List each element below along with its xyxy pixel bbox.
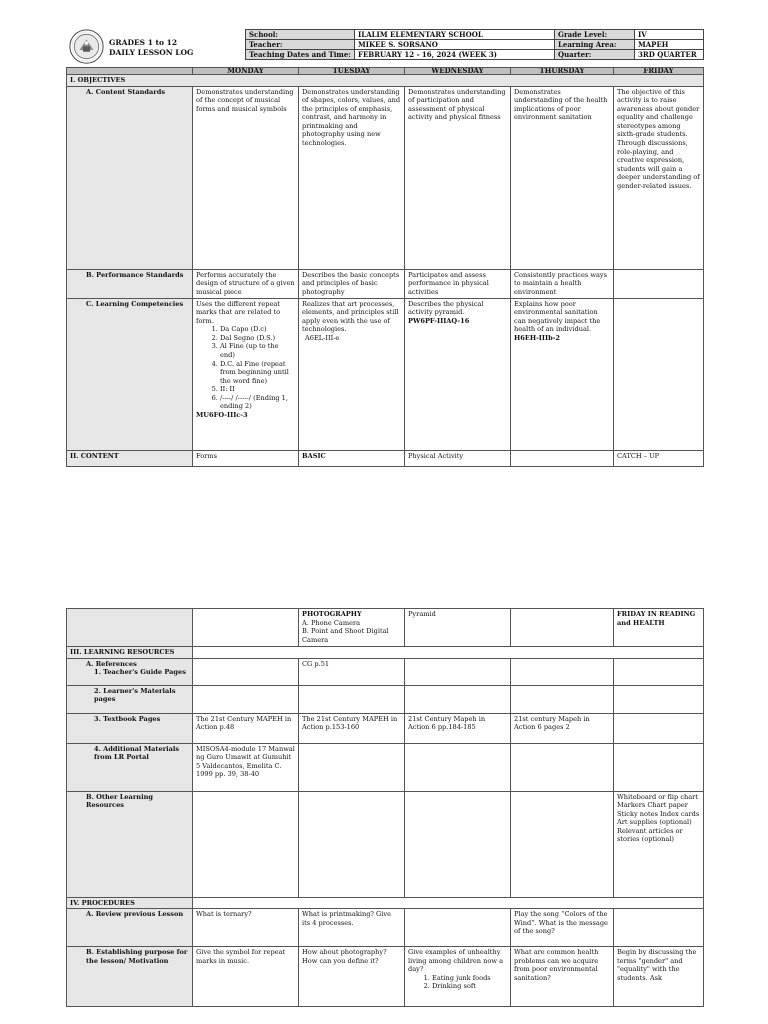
- day-thursday: THURSDAY: [511, 68, 614, 75]
- content-monday: Forms: [193, 450, 299, 466]
- textbook-pages-label: 3. Textbook Pages: [94, 714, 161, 723]
- procedures-heading: IV. PROCEDURES: [67, 897, 193, 909]
- review-thursday: Play the song “Colors of the Wind”. What is the message of the song?: [511, 909, 614, 947]
- learners-materials-label: 2. Learner's Materials pages: [94, 686, 176, 704]
- content-thursday: [511, 450, 614, 466]
- references-row: [67, 658, 704, 685]
- competency-thursday: [511, 298, 614, 450]
- deped-seal-logo: [69, 29, 104, 64]
- topic-option-b: B. Point and Shoot Digital Camera: [302, 627, 389, 644]
- list-item: 1. Eating junk foods: [432, 974, 507, 983]
- title-line-2: DAILY LESSON LOG: [109, 47, 194, 57]
- review-monday: What is ternary?: [193, 909, 299, 947]
- quarter-label: Quarter:: [555, 50, 635, 60]
- day-wednesday: WEDNESDAY: [405, 68, 511, 75]
- content-wednesday: Physical Activity: [405, 450, 511, 466]
- content-friday: CATCH – UP: [614, 450, 704, 466]
- content-row: [67, 450, 704, 466]
- review-friday: [614, 909, 704, 947]
- review-wednesday: [405, 909, 511, 947]
- content-standards-label: A. Content Standards: [86, 87, 166, 96]
- content-tuesday: BASIC: [299, 450, 405, 466]
- learning-area-value: MAPEH: [635, 40, 704, 50]
- day-friday: FRIDAY: [614, 68, 704, 75]
- teacher-value: MIKEE S. SORSANO: [355, 40, 555, 50]
- review-lesson-label: A. Review previous Lesson: [86, 910, 184, 919]
- document-title: [109, 38, 193, 58]
- motivation-label: B. Establishing purpose for the lesson/ Motivation: [86, 948, 188, 965]
- topic-tuesday: [299, 609, 405, 647]
- list-item: 2. Dal Segno (D.S.): [220, 334, 295, 343]
- teachers-guide-label: 1. Teacher's Guide Pages: [94, 668, 186, 677]
- competency-code-thursday: H6EH-IIIb-2: [514, 333, 560, 342]
- performance-monday: Performs accurately the design of structure of a given musical piece: [193, 269, 299, 298]
- learning-resources-heading: III. LEARNING RESOURCES: [67, 647, 193, 659]
- grade-level-label: Grade Level:: [555, 30, 635, 40]
- performance-wednesday: Participates and assess performance in physical activities: [405, 269, 511, 298]
- learning-area-label: Learning Area:: [555, 40, 635, 50]
- quarter-value: 3RD QUARTER: [635, 50, 704, 60]
- competency-friday: [614, 298, 704, 450]
- references-label: A. References: [86, 659, 137, 668]
- motivation-wednesday: [405, 947, 511, 1007]
- motivation-row: [67, 947, 704, 1007]
- performance-thursday: Consistently practices ways to maintain a health environment: [511, 269, 614, 298]
- additional-materials-label: 4. Additional Materials from LR Portal: [94, 744, 180, 762]
- content-standard-monday: Demonstrates understanding of the concept of musical forms and musical symbols: [193, 86, 299, 269]
- textbook-tuesday: The 21st Century MAPEH in Action p.153-160: [299, 713, 405, 743]
- competency-code-tuesday: A6EL-III-e: [305, 333, 340, 342]
- teachers-guide-tuesday: CG p.51: [299, 658, 405, 685]
- topic-friday: FRIDAY IN READING and HEALTH: [614, 609, 704, 647]
- topic-wednesday: Pyramid: [405, 609, 511, 647]
- competency-wednesday: [405, 298, 511, 450]
- lesson-log-table-1: [66, 67, 704, 467]
- day-header-row: [67, 68, 704, 75]
- competency-tuesday: [299, 298, 405, 450]
- topic-photography-title: PHOTOGRAPHY: [302, 610, 362, 618]
- teacher-label: Teacher:: [246, 40, 355, 50]
- motivation-monday: Give the symbol for repeat marks in music.: [193, 947, 299, 1007]
- school-value: ILALIM ELEMENTARY SCHOOL: [355, 30, 555, 40]
- performance-friday: [614, 269, 704, 298]
- grade-level-value: IV: [635, 30, 704, 40]
- competency-code-monday: MU6FO-IIIc-3: [196, 410, 248, 419]
- content-standard-wednesday: Demonstrates understanding of participation and assessment of physical activity and physical fitness: [405, 86, 511, 269]
- other-resources-friday: Whiteboard or flip chart Markers Chart paper Sticky notes Index cards Art supplies (optional) Relevant articles or stories (optional): [614, 791, 704, 897]
- textbook-wednesday: 21st Century Mapeh in Action 6 pp.184-185: [405, 713, 511, 743]
- textbook-friday: [614, 713, 704, 743]
- competency-thursday-text: Explains how poor environmental sanitation can negatively impact the health of an individual.: [514, 299, 601, 334]
- performance-standards-row: [67, 269, 704, 298]
- list-item: 4. D.C. al Fine (repeat from beginning until the word fine): [220, 360, 295, 386]
- other-resources-label: B. Other Learning Resources: [86, 792, 153, 810]
- competency-monday-intro: Uses the different repeat marks that are related to form.: [196, 299, 281, 325]
- competency-code-wednesday: PW6PF-IIIAQ-16: [408, 316, 470, 325]
- content-standard-thursday: Demonstrates understanding of the health implications of poor environment sanitation: [511, 86, 614, 269]
- motivation-friday: Begin by discussing the terms "gender" and "equality" with the students. Ask: [614, 947, 704, 1007]
- list-item: 5. II: II: [220, 385, 295, 394]
- teaching-dates-value: FEBRUARY 12 - 16, 2024 (WEEK 3): [355, 50, 555, 60]
- header-info-table: [245, 29, 704, 60]
- topic-option-a: A. Phone Camera: [302, 618, 361, 627]
- procedures-section-row: [67, 897, 704, 909]
- competency-monday: [193, 298, 299, 450]
- textbook-monday: The 21st Century MAPEH in Action p.48: [193, 713, 299, 743]
- learning-competencies-label: C. Learning Competencies: [86, 299, 184, 308]
- review-lesson-row: [67, 909, 704, 947]
- day-monday: MONDAY: [193, 68, 299, 75]
- learning-resources-section-row: [67, 647, 704, 659]
- repeat-marks-list: [196, 325, 295, 411]
- motivation-wednesday-intro: Give examples of unhealthy living among children now a day?: [408, 948, 503, 974]
- review-tuesday: What is printmaking? Give its 4 processes.: [299, 909, 405, 947]
- motivation-thursday: What are common health problems can we acquire from poor environmental sanitation?: [511, 947, 614, 1007]
- content-label: II. CONTENT: [67, 450, 193, 466]
- list-item: 2. Drinking soft: [432, 982, 507, 991]
- performance-standards-label: B. Performance Standards: [86, 270, 184, 279]
- performance-tuesday: Describes the basic concepts and principles of basic photography: [299, 269, 405, 298]
- list-item: 6. /----/ /-----/ (Ending 1, ending 2): [220, 394, 295, 411]
- lesson-log-table-2: [66, 608, 704, 1007]
- content-standard-tuesday: Demonstrates understanding of shapes, colors, values, and the principles of emphasis, contrast, and harmony in printmaking and photography using new technologies.: [299, 86, 405, 269]
- list-item: 3. Al Fine (up to the end): [220, 342, 295, 359]
- competency-tuesday-text: Realizes that art processes, elements, and principles still apply even with the use of technologies.: [302, 299, 399, 334]
- learning-competencies-row: [67, 298, 704, 450]
- school-label: School:: [246, 30, 355, 40]
- title-line-1: GRADES 1 to 12: [109, 38, 178, 47]
- content-standards-row: [67, 86, 704, 269]
- unhealthy-habits-list: [408, 974, 507, 991]
- teaching-dates-label: Teaching Dates and Time:: [246, 50, 355, 60]
- textbook-thursday: 21st century Mapeh in Action 6 pages 2: [511, 713, 614, 743]
- day-tuesday: TUESDAY: [299, 68, 405, 75]
- textbook-pages-row: [67, 713, 704, 743]
- topics-row: [67, 609, 704, 647]
- objectives-section-row: [67, 75, 704, 87]
- content-standard-friday: The objective of this activity is to raise awareness about gender equality and challenge stereotypes among sixth-grade students. Through discussions, role-playing, and creative expression, students will gain a deeper understanding of gender-related issues.: [614, 86, 704, 269]
- list-item: 1. Da Capo (D.c): [220, 325, 295, 334]
- motivation-tuesday: How about photography? How can you define it?: [299, 947, 405, 1007]
- additional-materials-monday: MISOSA4-module 17 Manwal ng Guro Umawit at Gumuhit 5 Valdecantos, Emelita C. 1999 pp. 39, 38-40: [193, 743, 299, 791]
- learners-materials-row: [67, 685, 704, 713]
- additional-materials-row: [67, 743, 704, 791]
- other-resources-row: [67, 791, 704, 897]
- objectives-heading: I. OBJECTIVES: [67, 75, 704, 87]
- competency-wednesday-text: Describes the physical activity pyramid.: [408, 299, 484, 317]
